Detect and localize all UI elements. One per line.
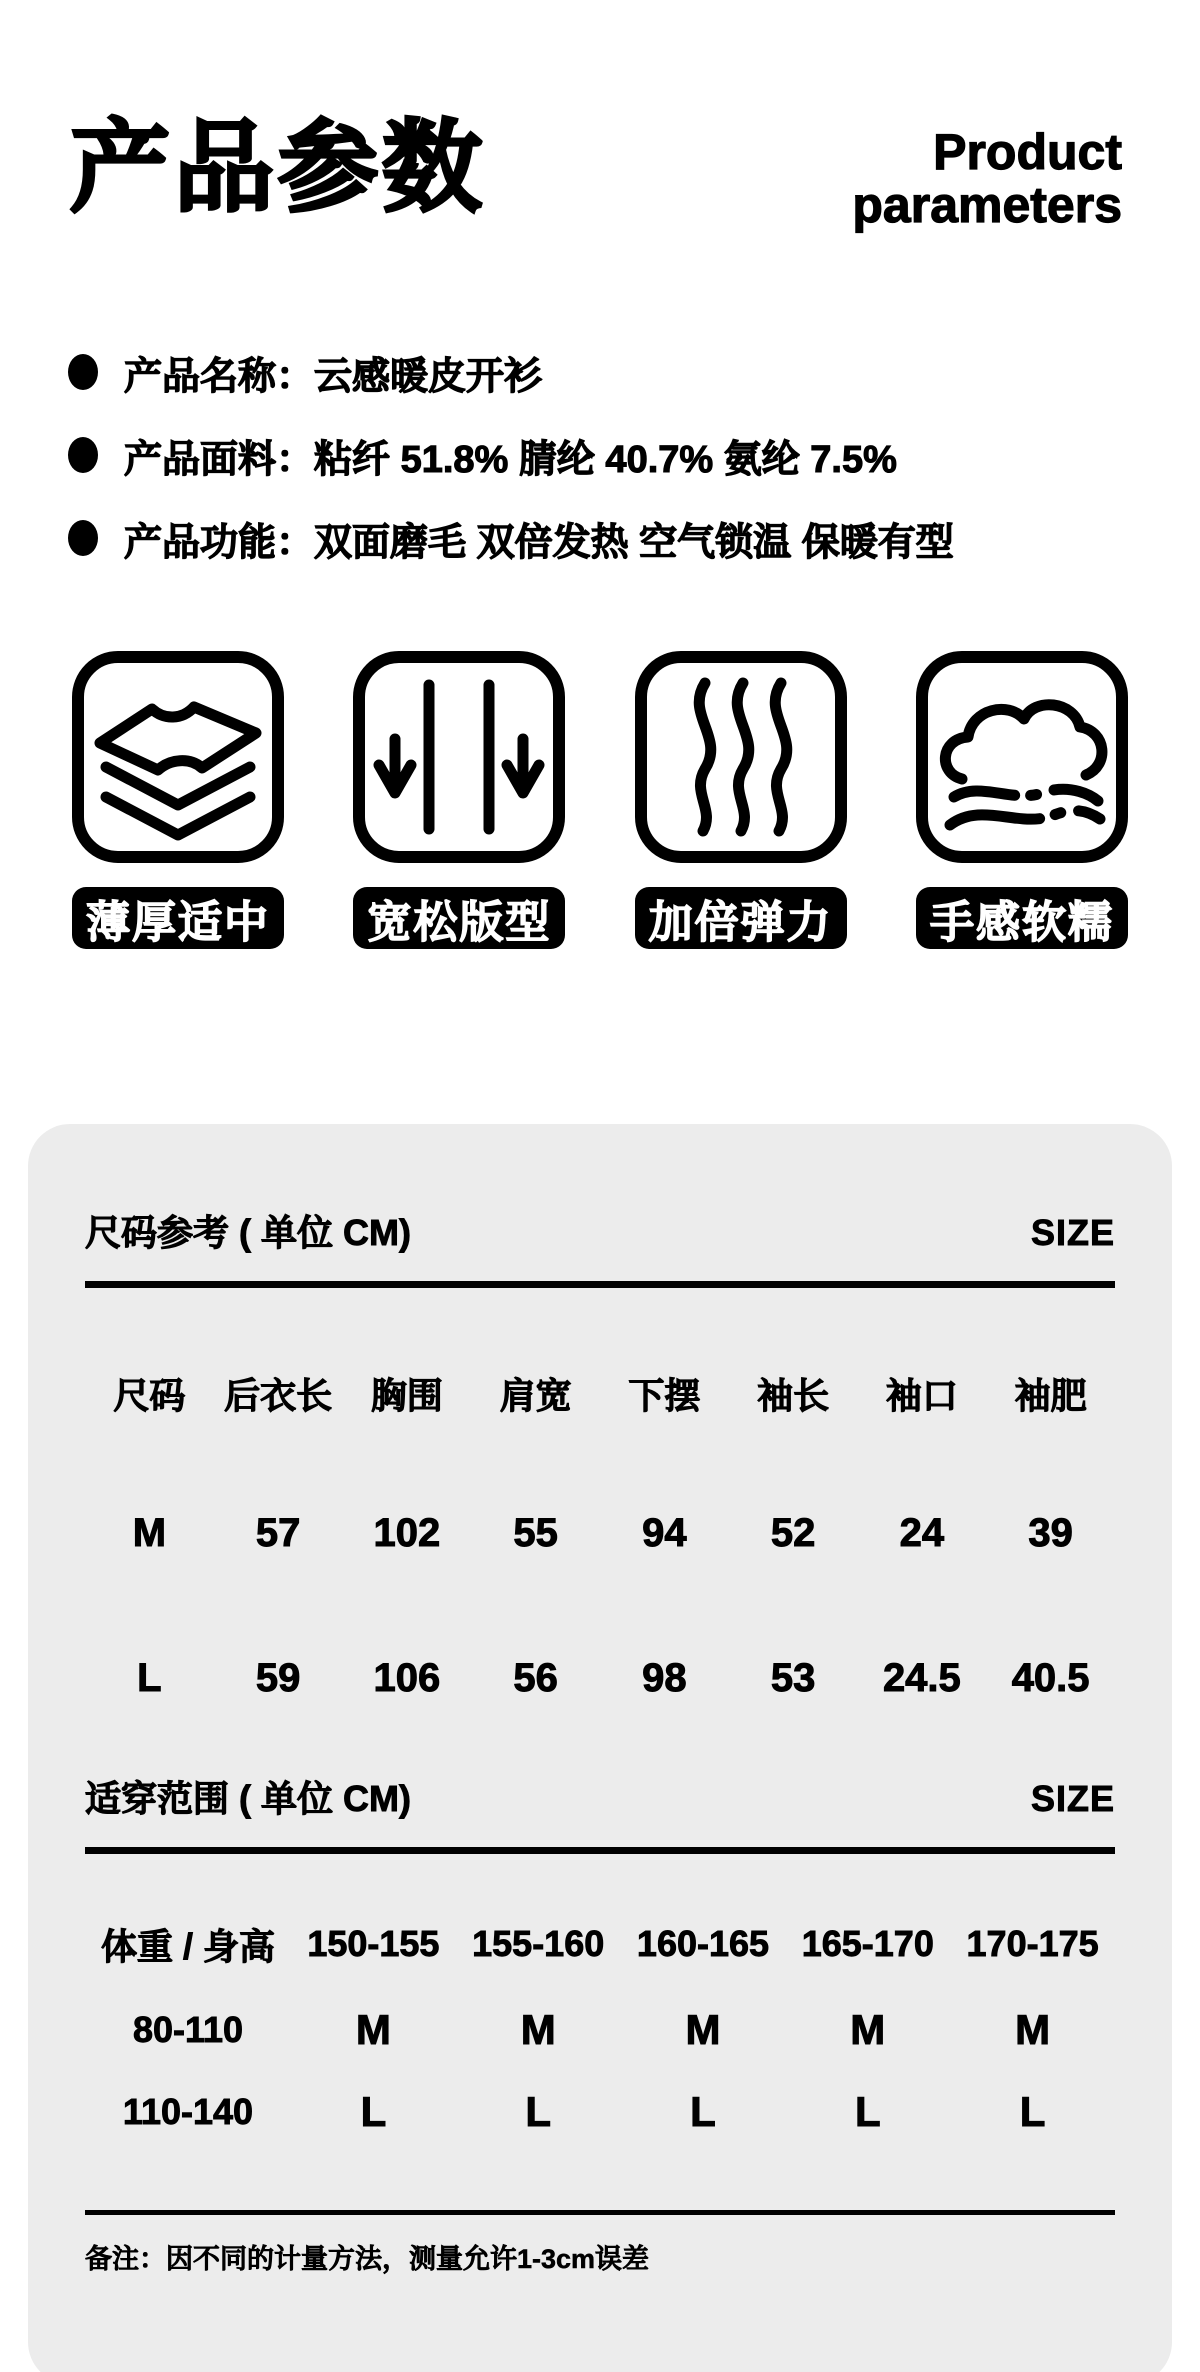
- bullet-label: 产品面料：: [124, 438, 315, 481]
- size-col-header: 袖肥: [1014, 1374, 1087, 1416]
- bullet-dot-icon: [68, 354, 98, 390]
- feature-row: [72, 651, 1128, 949]
- feature-stretch: [635, 651, 847, 949]
- size-label: SIZE: [1030, 1212, 1115, 1253]
- size-cell: L: [137, 1655, 162, 1700]
- size-col-header: 下摆: [628, 1374, 701, 1416]
- size-card: [28, 1124, 1172, 2372]
- fit-cell: M: [355, 2006, 391, 2053]
- page-title: 产品参数: [70, 112, 486, 224]
- bullet-dot-icon: [68, 437, 98, 473]
- fit-cell: L: [690, 2088, 716, 2135]
- fit-cell: L: [854, 2088, 881, 2135]
- feature-label: 宽松版型: [353, 887, 565, 949]
- size-cell: 56: [513, 1655, 558, 1700]
- divider: [85, 1281, 1115, 1288]
- bullet-value: 双面磨毛 双倍发热 空气锁温 保暖有型: [314, 521, 954, 564]
- product-info-list: [0, 347, 1200, 563]
- fit-col-header: 150-155: [307, 1923, 440, 1964]
- size-cell: 53: [770, 1655, 816, 1700]
- bullet-label: 产品名称：: [124, 355, 315, 398]
- size-cell: M: [132, 1510, 167, 1555]
- bullet-dot-icon: [68, 520, 98, 556]
- fit-col-header: 体重 / 身高: [100, 1925, 275, 1967]
- fit-row-header: 110-140: [122, 2091, 254, 2132]
- size-table: [85, 1328, 1115, 1748]
- bullet-value: 粘纤 51.8% 腈纶 40.7% 氨纶 7.5%: [314, 438, 897, 481]
- bullet-value: 云感暖皮开衫: [314, 355, 543, 398]
- fit-col-header: 160-165: [636, 1923, 770, 1964]
- bullet-label: 产品功能：: [124, 521, 315, 564]
- fit-col-header: 170-175: [966, 1923, 1099, 1964]
- size-cell: 59: [255, 1655, 301, 1700]
- note-text: 备注：因不同的计量方法，测量允许1-3cm误差: [85, 2244, 650, 2274]
- fit-col-header: 155-160: [472, 1923, 605, 1964]
- size-cell: 55: [513, 1510, 558, 1555]
- size-cell: 40.5: [1011, 1655, 1090, 1700]
- size-cell: 24.5: [882, 1655, 961, 1700]
- fit-cell: L: [360, 2088, 387, 2135]
- fit-row-header: 80-110: [132, 2009, 244, 2050]
- fit-cell: L: [525, 2088, 552, 2135]
- fit-cell: M: [520, 2006, 556, 2053]
- divider: [85, 2210, 1115, 2215]
- fit-section-title: 适穿范围 ( 单位 CM): [85, 1778, 411, 1819]
- divider: [85, 1847, 1115, 1854]
- size-col-header: 袖长: [757, 1374, 830, 1416]
- loose-fit-icon: [353, 651, 565, 863]
- feature-label: 薄厚适中: [72, 887, 284, 949]
- feature-label: 加倍弹力: [635, 887, 847, 949]
- page-title-en-line1: Product: [933, 124, 1122, 180]
- layers-icon: [72, 651, 284, 863]
- size-cell: 57: [255, 1510, 301, 1555]
- size-label: SIZE: [1030, 1778, 1115, 1819]
- size-col-header: 胸围: [370, 1374, 443, 1416]
- fit-cell: L: [1019, 2088, 1046, 2135]
- fit-cell: M: [685, 2006, 721, 2053]
- bullet-product-name: [68, 347, 1200, 397]
- size-cell: 98: [642, 1655, 687, 1700]
- fit-cell: M: [850, 2006, 886, 2053]
- fit-table: [85, 1899, 1115, 2153]
- size-cell: 94: [642, 1510, 687, 1555]
- bullet-product-function: [68, 513, 1200, 563]
- size-col-header: 后衣长: [224, 1374, 333, 1416]
- size-section-title: 尺码参考 ( 单位 CM): [85, 1212, 411, 1253]
- fit-cell: M: [1015, 2006, 1051, 2053]
- feature-label: 手感软糯: [916, 887, 1128, 949]
- size-cell: 39: [1028, 1510, 1073, 1555]
- soft-touch-icon: [916, 651, 1128, 863]
- size-cell: 24: [899, 1510, 945, 1555]
- size-col-header: 肩宽: [499, 1374, 572, 1416]
- size-cell: 102: [373, 1510, 441, 1555]
- fit-section-header: [85, 1773, 1115, 1825]
- stretch-icon: [635, 651, 847, 863]
- page-title-en-line2: parameters: [852, 177, 1122, 233]
- feature-thickness: [72, 651, 284, 949]
- size-section-header: [85, 1124, 1115, 1259]
- page-header: [0, 0, 1200, 232]
- fit-col-header: 165-170: [801, 1923, 934, 1964]
- page-title-en: [852, 118, 1122, 232]
- size-col-header: 尺码: [113, 1374, 186, 1416]
- feature-soft-touch: [916, 651, 1128, 949]
- size-cell: 52: [770, 1510, 816, 1555]
- bullet-product-fabric: [68, 430, 1200, 480]
- size-cell: 106: [373, 1655, 441, 1700]
- feature-loose-fit: [353, 651, 565, 949]
- size-col-header: 袖口: [885, 1374, 958, 1416]
